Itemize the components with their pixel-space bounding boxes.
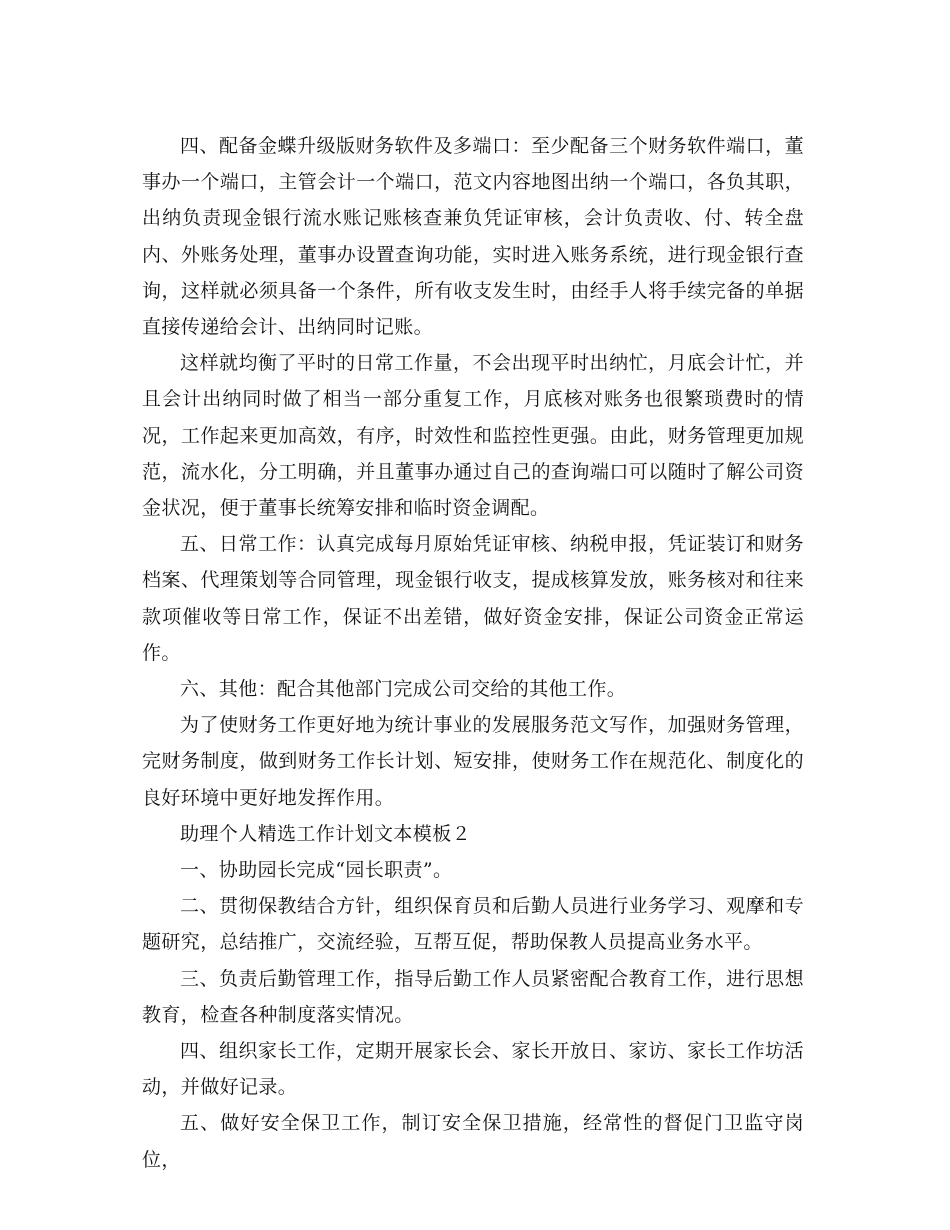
paragraph-item-five: 五、做好安全保卫工作，制订安全保卫措施，经常性的督促门卫监守岗位， bbox=[142, 1112, 804, 1171]
section-heading-template-2: 助理个人精选工作计划文本模板２ bbox=[180, 822, 472, 845]
paragraph-conclusion: 为了使财务工作更好地为统计事业的发展服务范文写作，加强财务管理，完财务制度，做到财务工作长计划、短安排，使财务工作在规范化、制度化的良好环境中更好地发挥作用。 bbox=[142, 714, 804, 809]
paragraph-section-six-other: 六、其他：配合其他部门完成公司交给的其他工作。 bbox=[180, 678, 627, 701]
document-body bbox=[142, 128, 804, 1178]
paragraph-workload-balance: 这样就均衡了平时的日常工作量，不会出现平时出纳忙，月底会计忙，并且会计出纳同时做了相当一部分重复工作，月底核对账务也很繁琐费时的情况，工作起来更加高效，有序，时效性和监控性更强。由此，财务管理更加规范，流水化，分工明确，并且董事办通过自己的查询端口可以随时了解公司资金状况，便于董事长统筹安排和临时资金调配。 bbox=[142, 352, 804, 520]
paragraph-item-two: 二、贯彻保教结合方针，组织保育员和后勤人员进行业务学习、观摩和专题研究，总结推广，交流经验，互帮互促，帮助保教人员提高业务水平。 bbox=[142, 895, 804, 954]
paragraph-item-one: 一、协助园长完成“园长职责”。 bbox=[180, 859, 453, 882]
paragraph-item-three: 三、负责后勤管理工作，指导后勤工作人员紧密配合教育工作，进行思想教育，检查各种制度落实情况。 bbox=[142, 967, 804, 1026]
paragraph-section-four-software: 四、配备金蝶升级版财务软件及多端口：至少配备三个财务软件端口，董事办一个端口，主管会计一个端口，范文内容地图出纳一个端口，各负其职，出纳负责现金银行流水账记账核查兼负凭证审核，会计负责收、付、转全盘内、外账务处理，董事办设置查询功能，实时进入账务系统，进行现金银行查询，这样就必须具备一个条件，所有收支发生时，由经手人将手续完备的单据直接传递给会计、出纳同时记账。 bbox=[142, 135, 804, 339]
paragraph-item-four: 四、组织家长工作，定期开展家长会、家长开放日、家访、家长工作坊活动，并做好记录。 bbox=[142, 1040, 804, 1099]
paragraph-section-five-daily-work: 五、日常工作：认真完成每月原始凭证审核、纳税申报，凭证装订和财务档案、代理策划等合同管理，现金银行收支，提成核算发放，账务核对和往来款项催收等日常工作，保证不出差错，做好资金安排，保证公司资金正常运作。 bbox=[142, 533, 804, 664]
